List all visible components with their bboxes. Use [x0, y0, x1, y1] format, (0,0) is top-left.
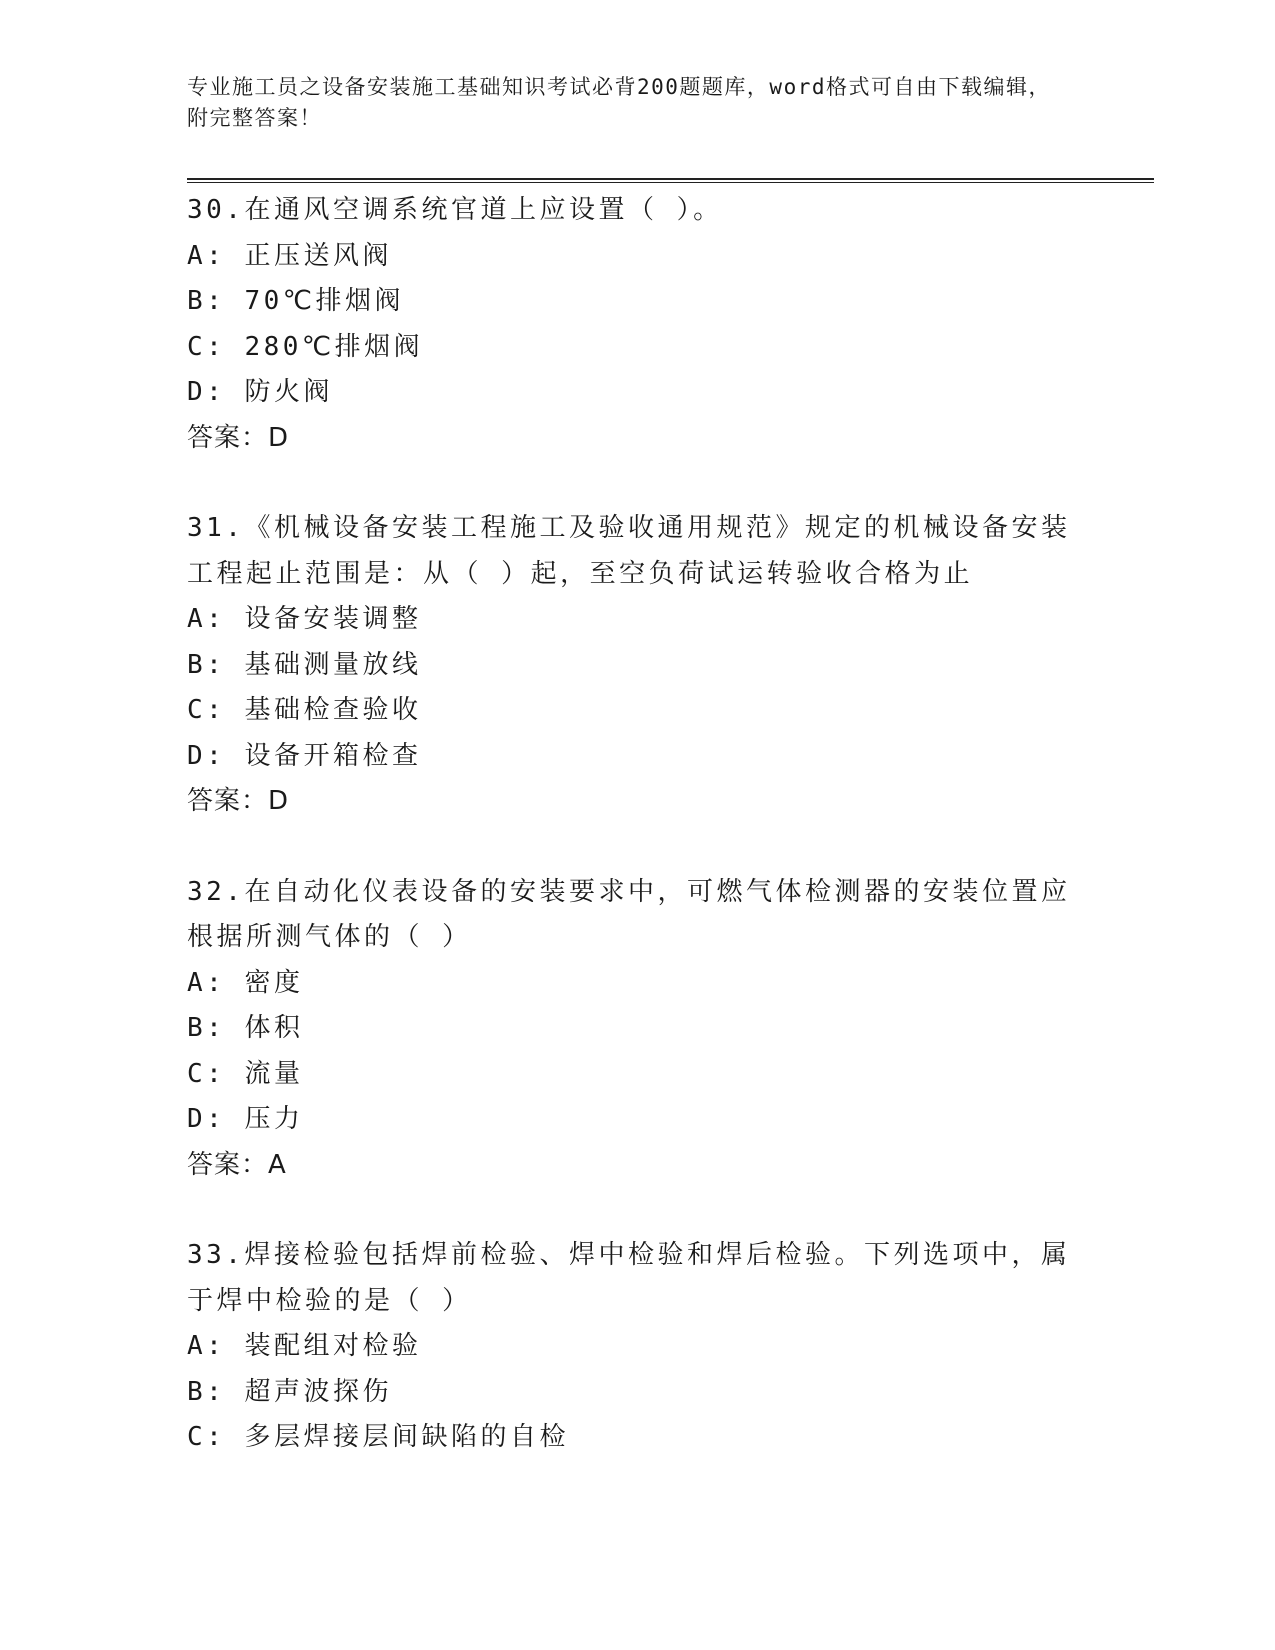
answer: 答案：D — [187, 786, 290, 816]
question-list — [187, 188, 1087, 1506]
question-stem: 33.焊接检验包括焊前检验、焊中检验和焊后检验。下列选项中，属于焊中检验的是（ ） — [187, 1240, 1071, 1316]
option-a: A: 装配组对检验 — [187, 1331, 422, 1361]
option-c: C: 280℃排烟阀 — [187, 331, 424, 362]
option-d: D: 压力 — [187, 1104, 304, 1134]
option-b: B: 70℃排烟阀 — [187, 286, 404, 316]
option-d: D: 设备开箱检查 — [187, 740, 422, 771]
question-33 — [187, 1233, 1087, 1461]
question-32 — [187, 870, 1087, 1189]
answer: 答案：A — [187, 1149, 287, 1180]
option-a: A: 密度 — [187, 967, 304, 998]
header-rule-thin — [187, 182, 1154, 183]
question-stem: 30.在通风空调系统官道上应设置（ ）。 — [187, 195, 723, 225]
option-b: B: 超声波探伤 — [187, 1376, 392, 1407]
answer: 答案：D — [187, 422, 290, 453]
option-b: B: 基础测量放线 — [187, 649, 422, 680]
question-stem: 31.《机械设备安装工程施工及验收通用规范》规定的机械设备安装工程起止范围是：从（ ）起，至空负荷试运转验收合格为止 — [187, 513, 1071, 589]
document-header: 专业施工员之设备安装施工基础知识考试必背200题题库，word格式可自由下载编辑，附完整答案！ — [187, 75, 1051, 130]
option-a: A: 正压送风阀 — [187, 240, 392, 271]
question-30 — [187, 188, 1087, 461]
option-b: B: 体积 — [187, 1013, 304, 1043]
option-c: C: 基础检查验收 — [187, 695, 422, 725]
header-rule-thick — [187, 178, 1154, 180]
option-c: C: 多层焊接层间缺陷的自检 — [187, 1422, 569, 1452]
question-31 — [187, 506, 1087, 825]
question-stem: 32.在自动化仪表设备的安装要求中，可燃气体检测器的安装位置应根据所测气体的（ ） — [187, 876, 1071, 952]
option-c: C: 流量 — [187, 1058, 304, 1089]
option-a: A: 设备安装调整 — [187, 604, 422, 634]
option-d: D: 防火阀 — [187, 377, 333, 407]
